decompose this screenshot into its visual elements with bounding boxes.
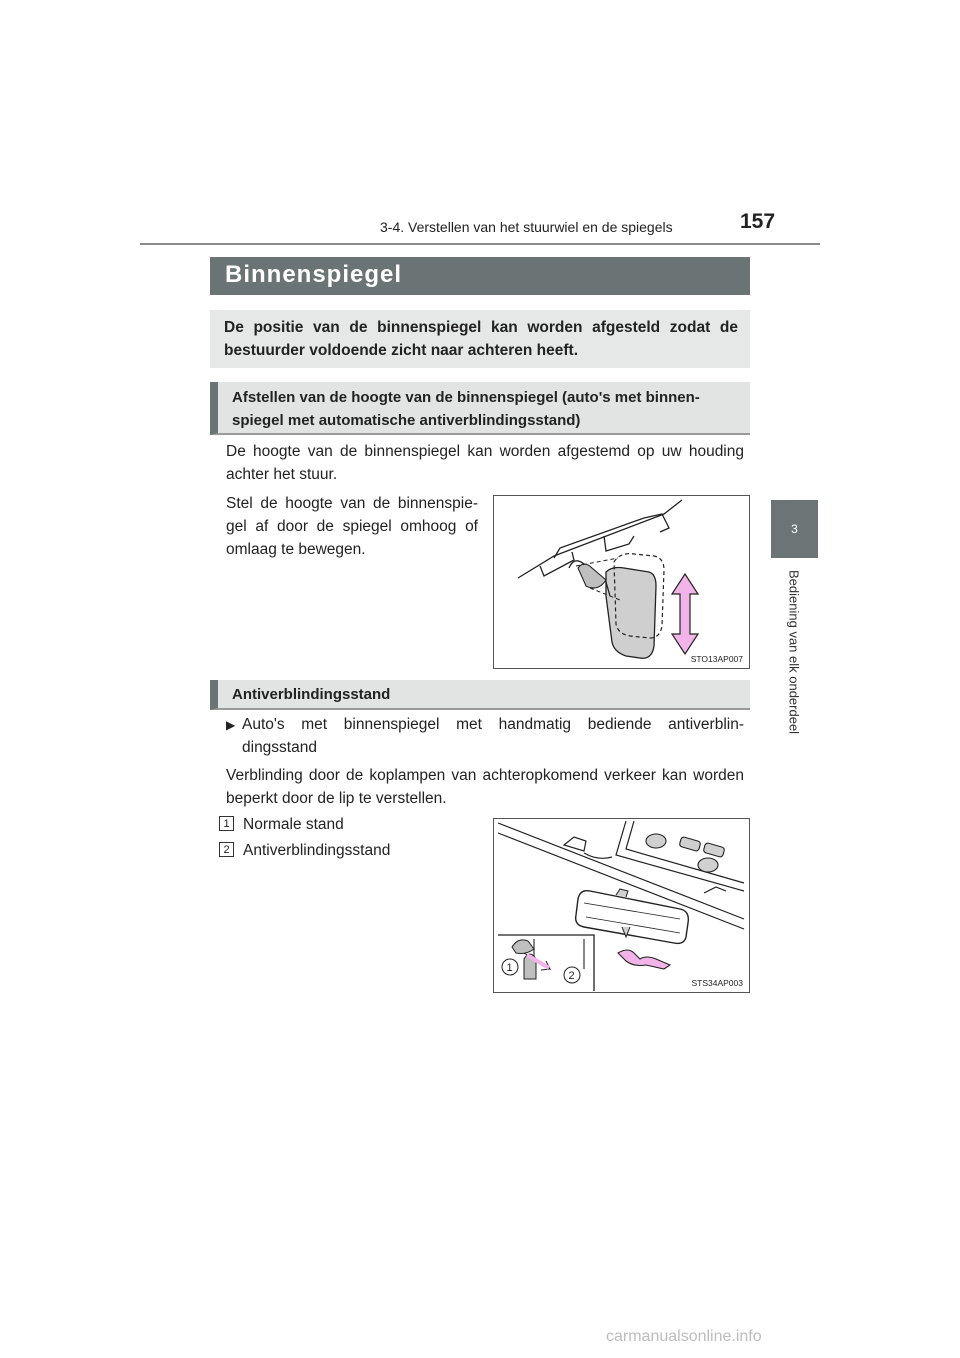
height-adjust-text-1: De hoogte van de binnenspiegel kan worden afgestemd op uw houding achter het stuur. <box>226 443 744 483</box>
svg-text:2: 2 <box>568 970 575 982</box>
anti-glare-text: Verblinding door de koplampen van achteropkomend verkeer kan worden beperkt door de lip te verstellen. <box>226 767 744 807</box>
section-title-banner <box>210 257 750 295</box>
header-rule <box>140 243 820 245</box>
anti-glare-figure <box>493 818 750 993</box>
watermark: carmanualsonline.info <box>606 1328 762 1345</box>
mirror-height-illustration <box>494 496 749 668</box>
item-number-1: 1 <box>219 816 234 831</box>
mirror-height-figure <box>493 495 750 669</box>
section-title: Binnenspiegel <box>225 261 403 288</box>
chapter-side-label <box>783 570 805 760</box>
bullet-arrow-icon: ▶ <box>226 718 236 732</box>
anti-glare-heading-box <box>210 680 750 710</box>
figure-code: STS34AP003 <box>691 978 743 988</box>
figure-code: STO13AP007 <box>690 654 743 664</box>
chapter-tab <box>771 500 818 558</box>
height-adjust-text-2: Stel de hoogte van de binnenspie-gel af door de spiegel omhoog of omlaag te bewegen. <box>226 495 478 558</box>
anti-glare-bullet: Auto's met binnenspiegel met handmatig bediende antiverblin-dingsstand <box>242 716 744 756</box>
running-header: 3-4. Verstellen van het stuurwiel en de spiegels <box>380 219 673 235</box>
anti-glare-illustration <box>494 819 749 992</box>
page-number: 157 <box>740 210 776 233</box>
chapter-title: Bediening van elk onderdeel <box>786 570 802 735</box>
height-adjust-heading: Afstellen van de hoogte van de binnenspiegel (auto's met binnen-spiegel met automatische antiverblindingsstand) <box>232 389 700 429</box>
item-number-2: 2 <box>219 842 234 857</box>
item-label-1: Normale stand <box>243 816 344 833</box>
height-adjust-heading-box <box>210 382 750 435</box>
item-label-2: Antiverblindingsstand <box>243 842 391 859</box>
intro-text: De positie van de binnenspiegel kan worden afgesteld zodat de bestuurder voldoende zicht naar achteren heeft. <box>224 319 738 359</box>
intro-box <box>210 310 750 368</box>
anti-glare-heading: Antiverblindingsstand <box>232 686 391 703</box>
svg-text:1: 1 <box>506 962 513 974</box>
chapter-number: 3 <box>791 522 798 536</box>
